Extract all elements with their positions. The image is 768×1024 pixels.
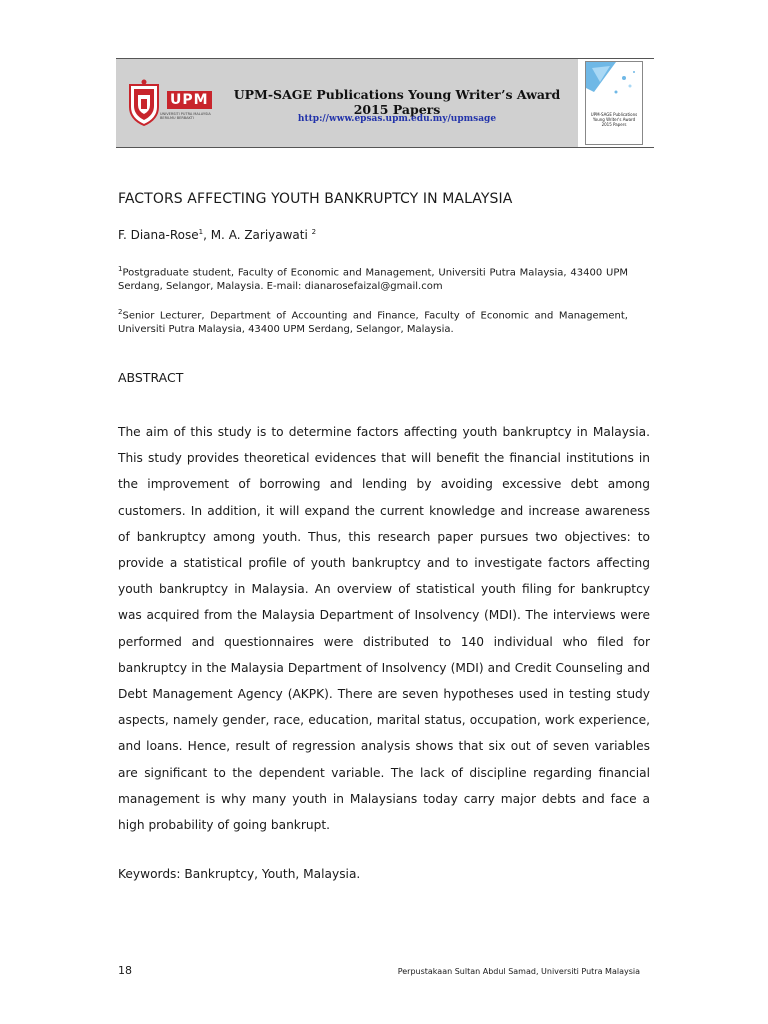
- header-title: UPM-SAGE Publications Young Writer’s Award 2015 Papers: [233, 87, 561, 117]
- page-number: 18: [118, 964, 132, 977]
- author-2-sup: 2: [311, 228, 317, 236]
- author-line: [118, 228, 316, 242]
- author-1-sup: 1: [198, 228, 204, 236]
- keywords: Keywords: Bankruptcy, Youth, Malaysia.: [118, 867, 361, 881]
- paper-title: FACTORS AFFECTING YOUTH BANKRUPTCY IN MALAYSIA: [118, 191, 513, 207]
- logo-subtitle: UNIVERSITI PUTRA MALAYSIA BERILMU BERBAKTI: [160, 112, 211, 120]
- logo-wordmark: UPM: [167, 91, 212, 109]
- header-url-link[interactable]: http://www.epsas.upm.edu.my/upmsage: [297, 114, 497, 124]
- affiliation-2-text: Senior Lecturer, Department of Accounting and Finance, Faculty of Economic and Management, Universiti Putra Malaysia, 43400 UPM Serdang, Selangor, Malaysia.: [118, 310, 628, 336]
- journal-header: [116, 58, 654, 148]
- affiliation-2-sup: 2: [118, 308, 123, 316]
- affiliation-1-sup: 1: [118, 265, 123, 273]
- author-1: F. Diana-Rose: [118, 228, 199, 242]
- cover-art-icon: [586, 62, 642, 110]
- upm-logo: [124, 79, 216, 127]
- abstract-body: The aim of this study is to determine factors affecting youth bankruptcy in Malaysia. This study provides theoretical evidences that will benefit the financial institutions in the improvement of borrowing and lending by avoiding excessive debt among customers. In addition, it will expand the current knowledge and increase awareness of bankruptcy among youth. Thus, this research paper pursues two objectives: to provide a statistical profile of youth bankruptcy and to investigate factors affecting youth bankruptcy in Malaysia. An overview of statistical youth filing for bankruptcy was acquired from the Malaysia Department of Insolvency (MDI). The interviews were performed and questionnaires were distributed to 140 individual who filed for bankruptcy in the Malaysia Department of Insolvency (MDI) and Credit Counseling and Debt Management Agency (AKPK). There are seven hypotheses used in testing study aspects, namely gender, race, education, marital status, occupation, work experience, and loans. Hence, result of regression analysis shows that six out of seven variables are significant to the dependent variable. The lack of discipline regarding financial management is why many youth in Malaysians today carry major debts and face a high probability of going bankrupt.: [118, 425, 650, 833]
- footer-text: Perpustakaan Sultan Abdul Samad, Universiti Putra Malaysia: [397, 967, 640, 976]
- affiliation-1: [118, 262, 628, 294]
- book-cover-thumbnail: [585, 61, 643, 145]
- affiliation-1-text: Postgraduate student, Faculty of Economic and Management, Universiti Putra Malaysia, 43400 UPM Serdang, Selangor, Malaysia. E-mail: dianarosefaizal@gmail.com: [118, 267, 628, 293]
- affiliation-2: [118, 305, 628, 337]
- upm-crest-icon: [124, 79, 164, 127]
- abstract-heading: ABSTRACT: [118, 370, 184, 385]
- author-separator: , M. A. Zariyawati: [203, 228, 312, 242]
- header-banner: [116, 59, 578, 147]
- cover-caption: UPM-SAGE Publications Young Writer's Award 2015 Papers: [590, 112, 638, 127]
